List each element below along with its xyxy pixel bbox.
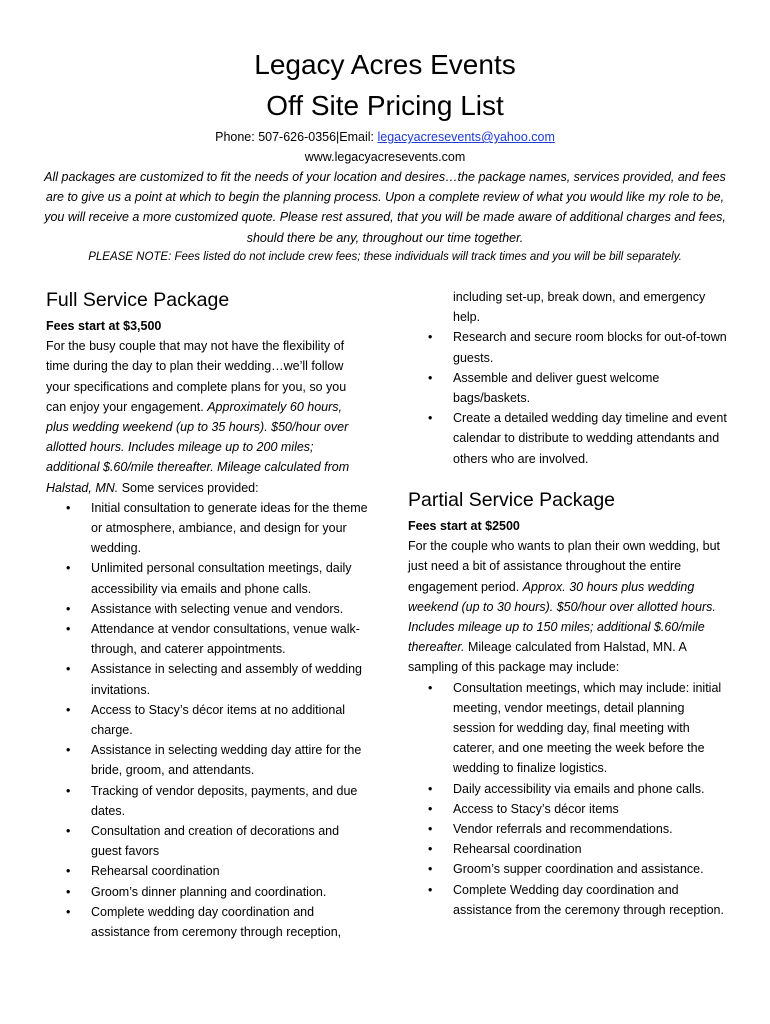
list-item: • Access to Stacy’s décor items: [408, 799, 730, 819]
partial-service-fee: Fees start at $2500: [408, 519, 520, 533]
list-item: • Access to Stacy’s décor items at no additional charge.: [46, 700, 368, 740]
full-service-section: [46, 287, 368, 942]
list-item: • Groom’s supper coordination and assistance.: [408, 859, 730, 879]
list-item: • Rehearsal coordination: [408, 839, 730, 859]
partial-service-desc-plain: For the couple who wants to plan their own wedding, but just need a bit of assistance throughout the entire engagement period.: [408, 539, 720, 594]
list-item: • Unlimited personal consultation meetings, daily accessibility via emails and phone calls.: [46, 558, 368, 598]
full-service-heading: Full Service Package: [46, 289, 230, 311]
list-item: • Daily accessibility via emails and phone calls.: [408, 779, 730, 799]
list-item: • Tracking of vendor deposits, payments, and due dates.: [46, 781, 368, 821]
list-item-continued: including set-up, break down, and emergency help.: [453, 290, 706, 325]
list-item: • Groom’s dinner planning and coordination.: [46, 882, 368, 902]
phone-text: Phone: 507-626-0356|Email:: [215, 130, 378, 144]
partial-service-desc-tail: Mileage calculated from Halstad, MN. A sampling of this package may include:: [408, 640, 687, 675]
list-item: • Initial consultation to generate ideas for the theme or atmosphere, ambiance, and design for your wedding.: [46, 498, 368, 559]
list-item: • Attendance at vendor consultations, venue walk-through, and caterer appointments.: [46, 619, 368, 659]
list-item: • Rehearsal coordination: [46, 861, 368, 881]
full-service-desc-italic: Approximately 60 hours, plus wedding weekend (up to 35 hours). $50/hour over allotted hours. Includes mileage up to 200 miles; additional $.60/mile thereafter. Mileage calculated from Halstad, MN.: [46, 399, 350, 495]
partial-service-heading: Partial Service Package: [408, 489, 616, 511]
full-service-desc-tail: Some services provided:: [118, 480, 259, 495]
website-text: www.legacyacresevents.com: [304, 150, 466, 164]
list-item: • Assistance in selecting wedding day attire for the bride, groom, and attendants.: [46, 740, 368, 780]
intro-paragraph: All packages are customized to fit the needs of your location and desires…the package names, services provided, and fees are to give us a point at which to begin the planning process. Upon a complete review of what you would like my role to be, you will receive a more customized quote. Please rest assured, that you will be made aware of additional charges and fees, should there be any, throughout our time together.: [44, 170, 726, 245]
pricing-note: PLEASE NOTE: Fees listed do not include crew fees; these individuals will track times and you will be bill separately.: [88, 251, 682, 263]
list-item: • Assistance in selecting and assembly of wedding invitations.: [46, 659, 368, 699]
list-item: • Consultation and creation of decorations and guest favors: [46, 821, 368, 861]
list-item: • Research and secure room blocks for out-of-town guests.: [408, 327, 730, 367]
list-item: • Consultation meetings, which may include: initial meeting, vendor meetings, detail planning session for wedding day, final meeting with caterer, and one meeting the week before the wedding to finalize logistics.: [408, 678, 730, 779]
list-item: • Vendor referrals and recommendations.: [408, 819, 730, 839]
partial-service-desc-italic: Approx. 30 hours plus wedding weekend (up to 30 hours). $50/hour over allotted hours. Includes mileage up to 150 miles; additional $.60/mile thereafter.: [408, 579, 716, 655]
partial-service-list: [408, 678, 730, 920]
partial-service-description: [408, 536, 730, 677]
list-item: • Complete Wedding day coordination and assistance from the ceremony through reception.: [408, 880, 730, 920]
list-item: • Complete wedding day coordination and assistance from ceremony through reception,: [46, 902, 368, 942]
full-service-list: [46, 498, 368, 942]
contact-line: [0, 127, 770, 147]
full-service-list-continued: [408, 327, 730, 468]
full-service-desc-plain: For the busy couple that may not have the flexibility of time during the day to plan their wedding…we’ll follow your specifications and complete plans for you, so you can enjoy your engagement.: [46, 339, 347, 414]
list-item: • Assemble and deliver guest welcome bags/baskets.: [408, 368, 730, 408]
full-service-description: [46, 336, 368, 498]
document-subtitle: Off Site Pricing List: [266, 90, 504, 121]
document-title: Legacy Acres Events: [254, 49, 516, 80]
list-item: • Create a detailed wedding day timeline and event calendar to distribute to wedding attendants and others who are involved.: [408, 408, 730, 469]
partial-service-section: [408, 487, 730, 920]
full-service-continued: [408, 287, 730, 469]
full-service-fee: Fees start at $3,500: [46, 319, 162, 333]
list-item: • Assistance with selecting venue and vendors.: [46, 599, 368, 619]
email-link[interactable]: legacyacresevents@yahoo.com: [377, 130, 555, 144]
